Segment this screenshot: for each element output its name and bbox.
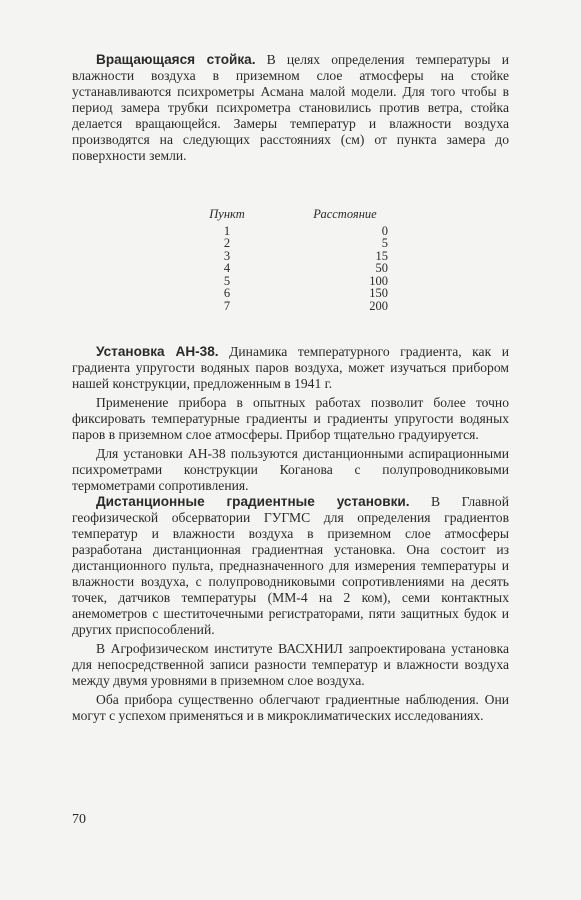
table-cell: 0	[381, 223, 388, 238]
paragraph-text: Динамика температурного градиента, как и градиента упругости водяных паров воздуха, может изучаться прибором нашей конструкции, предложенным в 1941 г.	[72, 344, 509, 391]
table-cell: 6	[223, 286, 231, 300]
table-cell: 150	[369, 286, 388, 300]
section-rotating-stand	[72, 52, 509, 164]
table-row	[200, 237, 388, 250]
table-cell: 5	[223, 273, 231, 288]
paragraph	[72, 52, 509, 164]
paragraph	[72, 494, 509, 638]
table-cell: 200	[369, 298, 388, 313]
table-cell: 4	[223, 261, 231, 275]
table-header-row	[200, 208, 388, 225]
paragraph: В Агрофизическом институте ВАСХНИЛ запроектирована установка для непосредственной записи разности температур и влажности воздуха между двумя уровнями в приземном слое воздуха.	[72, 641, 509, 688]
distance-table	[200, 208, 388, 312]
section-heading: Вращающаяся стойка.	[96, 52, 256, 67]
table-cell: 50	[375, 261, 388, 275]
table-row	[200, 287, 388, 300]
section-heading: Дистанционные градиентные установки.	[96, 494, 410, 509]
paragraph: Для установки АН-38 пользуются дистанционными аспирационными психрометрами конструкции Коганова с полупроводниковыми термометрами сопротивления.	[72, 446, 509, 493]
paragraph	[72, 344, 509, 392]
table-cell: 15	[375, 248, 388, 263]
section-installations	[72, 344, 509, 724]
table-cell: 1	[223, 223, 231, 238]
table-cell: 100	[369, 273, 388, 288]
table-row	[200, 262, 388, 275]
paragraph-text: В Главной геофизической обсерватории ГУГМС для определения градиентов температур и влажности воздуха в приземном слое атмосферы разработана дистанционная градиентная установка. Она состоит из дистанционного пульта, предназначенного для измерения температуры и влажности воздуха, с полупроводниковыми сопротивлениями на десять точек, датчиков температуры (ММ-4 на 2 ком), семи контактных анемометров с шеститочечными регистраторами, пяти защитных будок и других приспособлений.	[72, 494, 509, 637]
paragraph-text: В целях определения температуры и влажности воздуха в приземном слое атмосферы на стойке устанавливаются психрометры Асмана малой модели. Для того чтобы в период замера трубки психрометра становились против ветра, стойка делается вращающейся. Замеры температур и влажности воздуха производятся на следующих расстояниях (см) от пункта замера до поверхности земли.	[72, 52, 509, 163]
column-header-point: Пункт	[209, 207, 245, 221]
paragraph: Применение прибора в опытных работах позволит более точно фиксировать температурные градиенты и градиенты упругости водяных паров в приземном слое атмосферы. Прибор тщательно градуируется.	[72, 395, 509, 442]
table-cell: 2	[223, 236, 231, 250]
table-row	[200, 300, 388, 313]
paragraph: Оба прибора существенно облегчают градиентные наблюдения. Они могут с успехом применяться и в микроклиматических исследованиях.	[72, 692, 509, 723]
table-cell: 3	[223, 248, 231, 263]
column-header-distance: Расстояние	[313, 207, 377, 221]
section-heading: Установка АН-38.	[96, 344, 219, 359]
table-cell: 7	[223, 298, 231, 313]
table-cell: 5	[381, 236, 388, 250]
page-number: 70	[72, 812, 86, 827]
